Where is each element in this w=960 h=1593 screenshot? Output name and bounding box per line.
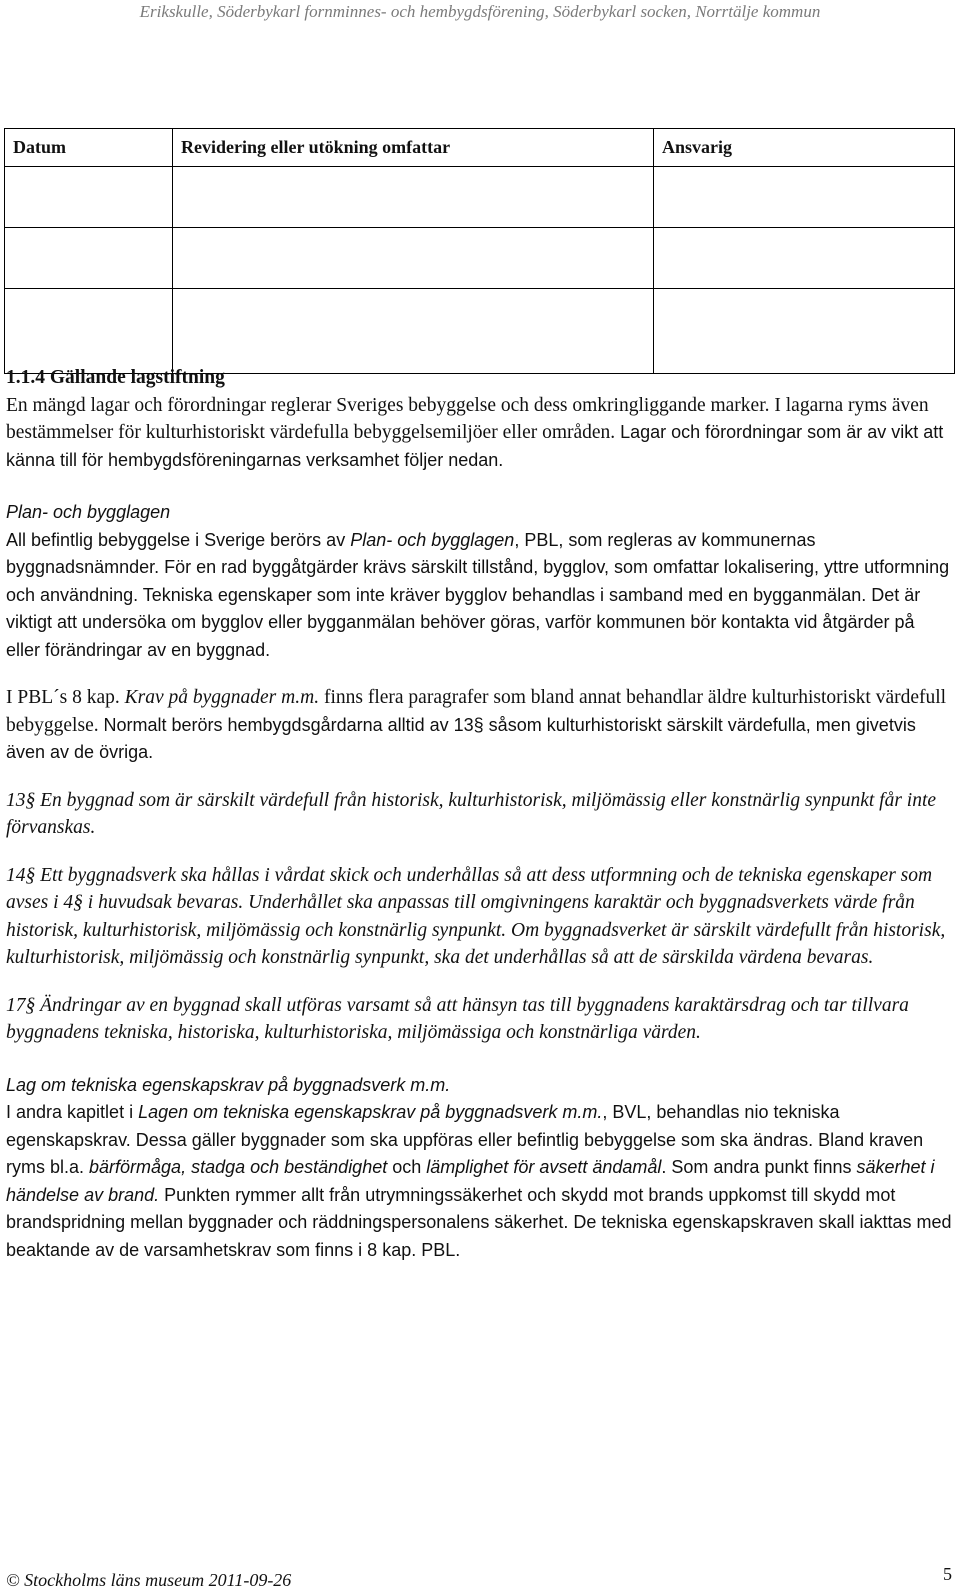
column-header-revision: Revidering eller utökning omfattar <box>173 129 654 167</box>
document-body <box>6 364 952 1264</box>
bvl-text-9: Punkten rymmer allt från utrymningssäkerhet och skydd mot brands uppkomst till skydd mot brandspridning mellan byggnader och räddningspersonalens säkerhet. De tekniska egenskapskraven skall iakttas med beaktande av de varsamhetskrav som finns i 8 kap. PBL. <box>6 1184 952 1260</box>
bvl-law-name: Lagen om tekniska egenskapskrav på byggnadsverk m.m. <box>138 1102 603 1122</box>
intro-paragraph <box>6 392 952 475</box>
chapter-title: Krav på byggnader m.m. <box>124 687 320 708</box>
section-13-paragraph: 13§ En byggnad som är särskilt värdefull från historisk, kulturhistorisk, miljömässig eller konstnärlig synpunkt får inte förvanskas. <box>6 789 937 838</box>
bvl-paragraph <box>6 1099 952 1264</box>
bvl-text-5: och <box>387 1157 427 1177</box>
table-cell <box>5 289 173 374</box>
table-cell <box>654 228 955 289</box>
pbl-text-c: , PBL, som regleras av kommunernas byggnadsnämnder. För en rad byggåtgärder krävs särskilt tillstånd, bygglov, som omfattar lokalisering, yttre utformning och användning. Tekniska egenskaper som inte kräver bygglov behandlas i samband med en bygganmälan. Det är viktigt att undersöka om bygglov eller bygganmälan behöver göras, varför kommunen bör kontakta vid åtgärder på eller förändringar av en byggnad. <box>6 529 950 660</box>
bvl-text-3: , BVL, behandlas nio tekniska egenskapskrav. Dessa gäller byggnader som ska uppföras eller befintlig bebyggelse som ska ändras. Bland kraven ryms bl.a. <box>6 1102 924 1177</box>
chapter-text-d: Normalt berörs hembygdsgårdarna alltid av 13§ såsom kulturhistoriskt särskilt värdefulla, men givetvis även av de övriga. <box>6 714 916 762</box>
table-cell <box>5 228 173 289</box>
column-header-responsible: Ansvarig <box>654 129 955 167</box>
revision-table <box>4 128 955 374</box>
pbl-text-a: All befintlig bebyggelse i Sverige berörs av <box>6 529 351 550</box>
intro-text-sans: Lagar och förordningar som är av vikt att känna till för hembygdsföreningarnas verksamhet följer nedan. <box>6 422 944 470</box>
intro-text: En mängd lagar och förordningar reglerar Sveriges bebyggelse och dess omkringliggande marker. I lagarna ryms även bestämmelser för kulturhistoriskt värdefulla bebyggelsemiljöer eller områden. <box>6 394 929 443</box>
pbl-chapter-paragraph <box>6 684 952 767</box>
table-row <box>5 228 955 289</box>
revision-table-header-row <box>5 129 955 167</box>
page-number: 5 <box>943 1564 952 1584</box>
chapter-text-c: finns flera paragrafer som bland annat behandlar äldre kulturhistoriskt värdefull bebyggelse. <box>6 687 947 736</box>
chapter-text-a: I PBL´s 8 kap. <box>6 687 125 708</box>
table-cell <box>173 228 654 289</box>
section-heading: 1.1.4 Gällande lagstiftning <box>6 367 225 388</box>
bvl-requirement-1: bärförmåga, stadga och beständighet <box>89 1157 388 1177</box>
table-cell <box>654 167 955 228</box>
bvl-requirement-2: lämplighet för avsett ändamål <box>426 1157 662 1177</box>
section-14-paragraph: 14§ Ett byggnadsverk ska hållas i vårdat skick och underhållas så att dess utformning och de tekniska egenskaper som avses i 4§ i huvudsak bevaras. Underhållet ska anpassas till omgivningens karaktär och byggnadsverkets värde från historisk, kulturhistorisk, miljömässig och konstnärlig synpunkt. Om byggnadsverket är särskilt värdefullt från historisk, kulturhistorisk, miljömässig och konstnärlig synpunkt, ska det underhållas så att de särskilda värdena bevaras. <box>6 864 946 968</box>
bvl-text-1: I andra kapitlet i <box>6 1102 139 1122</box>
table-cell <box>173 289 654 374</box>
table-cell <box>5 167 173 228</box>
table-row <box>5 167 955 228</box>
footer-copyright: © Stockholms läns museum 2011-09-26 <box>6 1570 292 1590</box>
pbl-paragraph <box>6 527 952 665</box>
running-header: Erikskulle, Söderbykarl fornminnes- och hembygdsförening, Söderbykarl socken, Norrtälje kommun <box>139 2 821 21</box>
bvl-text-7: . Som andra punkt finns <box>661 1157 857 1177</box>
table-cell <box>173 167 654 228</box>
table-row <box>5 289 955 374</box>
table-cell <box>654 289 955 374</box>
section-17-paragraph: 17§ Ändringar av en byggnad skall utföras varsamt så att hänsyn tas till byggnadens karaktärsdrag och tar tillvara byggnadens tekniska, historiska, kulturhistoriska, miljömässiga och konstnärliga värden. <box>6 994 909 1043</box>
pbl-law-name: Plan- och bygglagen <box>350 529 515 550</box>
bvl-heading: Lag om tekniska egenskapskrav på byggnadsverk m.m. <box>6 1074 451 1095</box>
column-header-date: Datum <box>5 129 173 167</box>
pbl-heading: Plan- och bygglagen <box>6 502 171 522</box>
bvl-requirement-3: säkerhet i händelse av brand. <box>6 1157 935 1205</box>
